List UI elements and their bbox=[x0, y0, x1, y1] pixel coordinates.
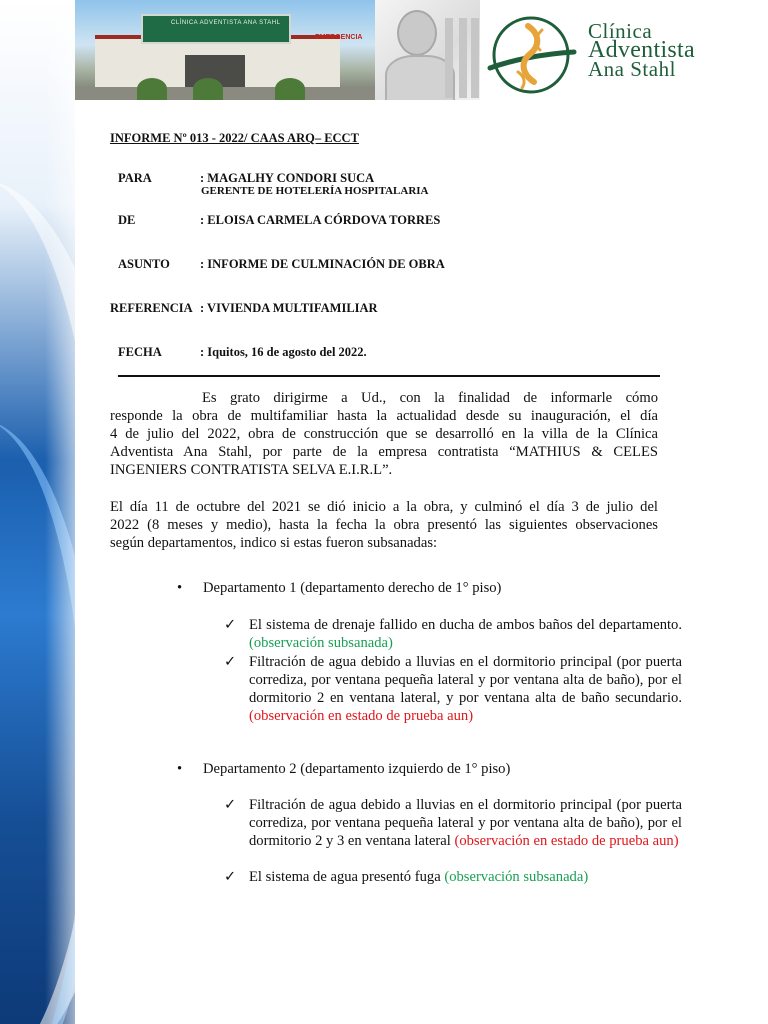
de-value: : ELOISA CARMELA CÓRDOVA TORRES bbox=[200, 213, 441, 227]
department-1-heading bbox=[177, 580, 501, 597]
founder-sketch-illustration bbox=[375, 0, 480, 100]
item-text: El sistema de agua presentó fuga bbox=[249, 869, 445, 885]
status-pending: (observación en estado de prueba aun) bbox=[249, 708, 474, 724]
asunto-value: : INFORME DE CULMINACIÓN DE OBRA bbox=[200, 257, 445, 271]
checkmark-icon: ✓ bbox=[224, 797, 237, 813]
obs-line-1: El día 11 de octubre del 2021 se dió inicio a la obra, y culminó el día 3 de julio del bbox=[110, 499, 658, 515]
department-1-title: Departamento 1 (departamento derecho de 1° piso) bbox=[203, 580, 502, 596]
department-2-heading bbox=[177, 761, 510, 778]
de-label: DE bbox=[118, 213, 136, 227]
header-divider bbox=[118, 375, 660, 377]
intro-line-5: INGENIERS CONTRATISTA SELVA E.I.R.L”. bbox=[110, 462, 393, 478]
bullet-icon: • bbox=[177, 761, 183, 777]
status-pending: (observación en estado de prueba aun) bbox=[454, 833, 679, 849]
obs-line-3: según departamentos, indico si estas fueron subsanadas: bbox=[110, 535, 438, 551]
checkmark-icon: ✓ bbox=[224, 869, 237, 885]
intro-line-4: Adventista Ana Stahl, por parte de la empresa contratista “MATHIUS & CELES bbox=[110, 444, 658, 460]
referencia-value: : VIVIENDA MULTIFAMILIAR bbox=[200, 301, 378, 315]
clinic-logo-text bbox=[588, 19, 695, 81]
fecha-label: FECHA bbox=[118, 345, 162, 359]
bullet-icon: • bbox=[177, 580, 183, 596]
item-text: Filtración de agua debido a lluvias en el dormitorio principal (por puerta corrediza, por ventana pequeña lateral y por ventana alta de baño), por el dormitorio 2 en ventana lateral, y por ventana alta de baño secundario. bbox=[249, 654, 682, 706]
checkmark-icon: ✓ bbox=[224, 617, 237, 633]
checkmark-icon: ✓ bbox=[224, 654, 237, 670]
intro-line-2: responde la obra de multifamiliar hasta la actualidad desde su inauguración, el día bbox=[110, 408, 658, 424]
obs-line-2: 2022 (8 meses y medio), hasta la fecha la obra presentó las siguientes observaciones bbox=[110, 517, 658, 533]
item-text: Filtración de agua debido a lluvias en el dormitorio principal (por puerta corrediza, por ventana pequeña lateral y por ventana alta de baño), por el dormitorio 2 y 3 en ventana lateral bbox=[249, 797, 682, 849]
para-value: : MAGALHY CONDORI SUCA bbox=[200, 171, 375, 185]
status-resolved: (observación subsanada) bbox=[249, 635, 393, 651]
department-2-title: Departamento 2 (departamento izquierdo de 1° piso) bbox=[203, 761, 511, 777]
report-title: INFORME Nº 013 - 2022/ CAAS ARQ– ECCT bbox=[110, 131, 359, 145]
item-text: El sistema de drenaje fallido en ducha de ambos baños del departamento. bbox=[249, 617, 682, 633]
building-sign-text: CLÍNICA ADVENTISTA ANA STAHL bbox=[171, 20, 281, 26]
para-subtitle: GERENTE DE HOTELERÍA HOSPITALARIA bbox=[201, 185, 429, 197]
asunto-label: ASUNTO bbox=[118, 257, 170, 271]
intro-line-3: 4 de julio del 2022, obra de construcción que se desarrolló en la villa de la Clínica bbox=[110, 426, 658, 442]
para-label: PARA bbox=[118, 171, 152, 185]
logo-line-2: Adventista bbox=[588, 37, 695, 63]
clinic-building-photo bbox=[75, 0, 375, 100]
logo-line-1: Clínica bbox=[588, 19, 653, 43]
fecha-value: : Iquitos, 16 de agosto del 2022. bbox=[200, 345, 367, 359]
decorative-side-band bbox=[0, 0, 75, 1024]
status-resolved: (observación subsanada) bbox=[444, 869, 589, 885]
observations-paragraph bbox=[110, 498, 658, 552]
referencia-label: REFERENCIA bbox=[110, 301, 193, 315]
clinic-logo-icon bbox=[482, 12, 580, 98]
logo-line-3: Ana Stahl bbox=[588, 57, 676, 81]
intro-line-1: Es grato dirigirme a Ud., con la finalidad de informarle cómo bbox=[202, 390, 658, 406]
intro-paragraph bbox=[110, 389, 658, 479]
emergency-sign-text: EMERGENCIA bbox=[315, 34, 363, 41]
